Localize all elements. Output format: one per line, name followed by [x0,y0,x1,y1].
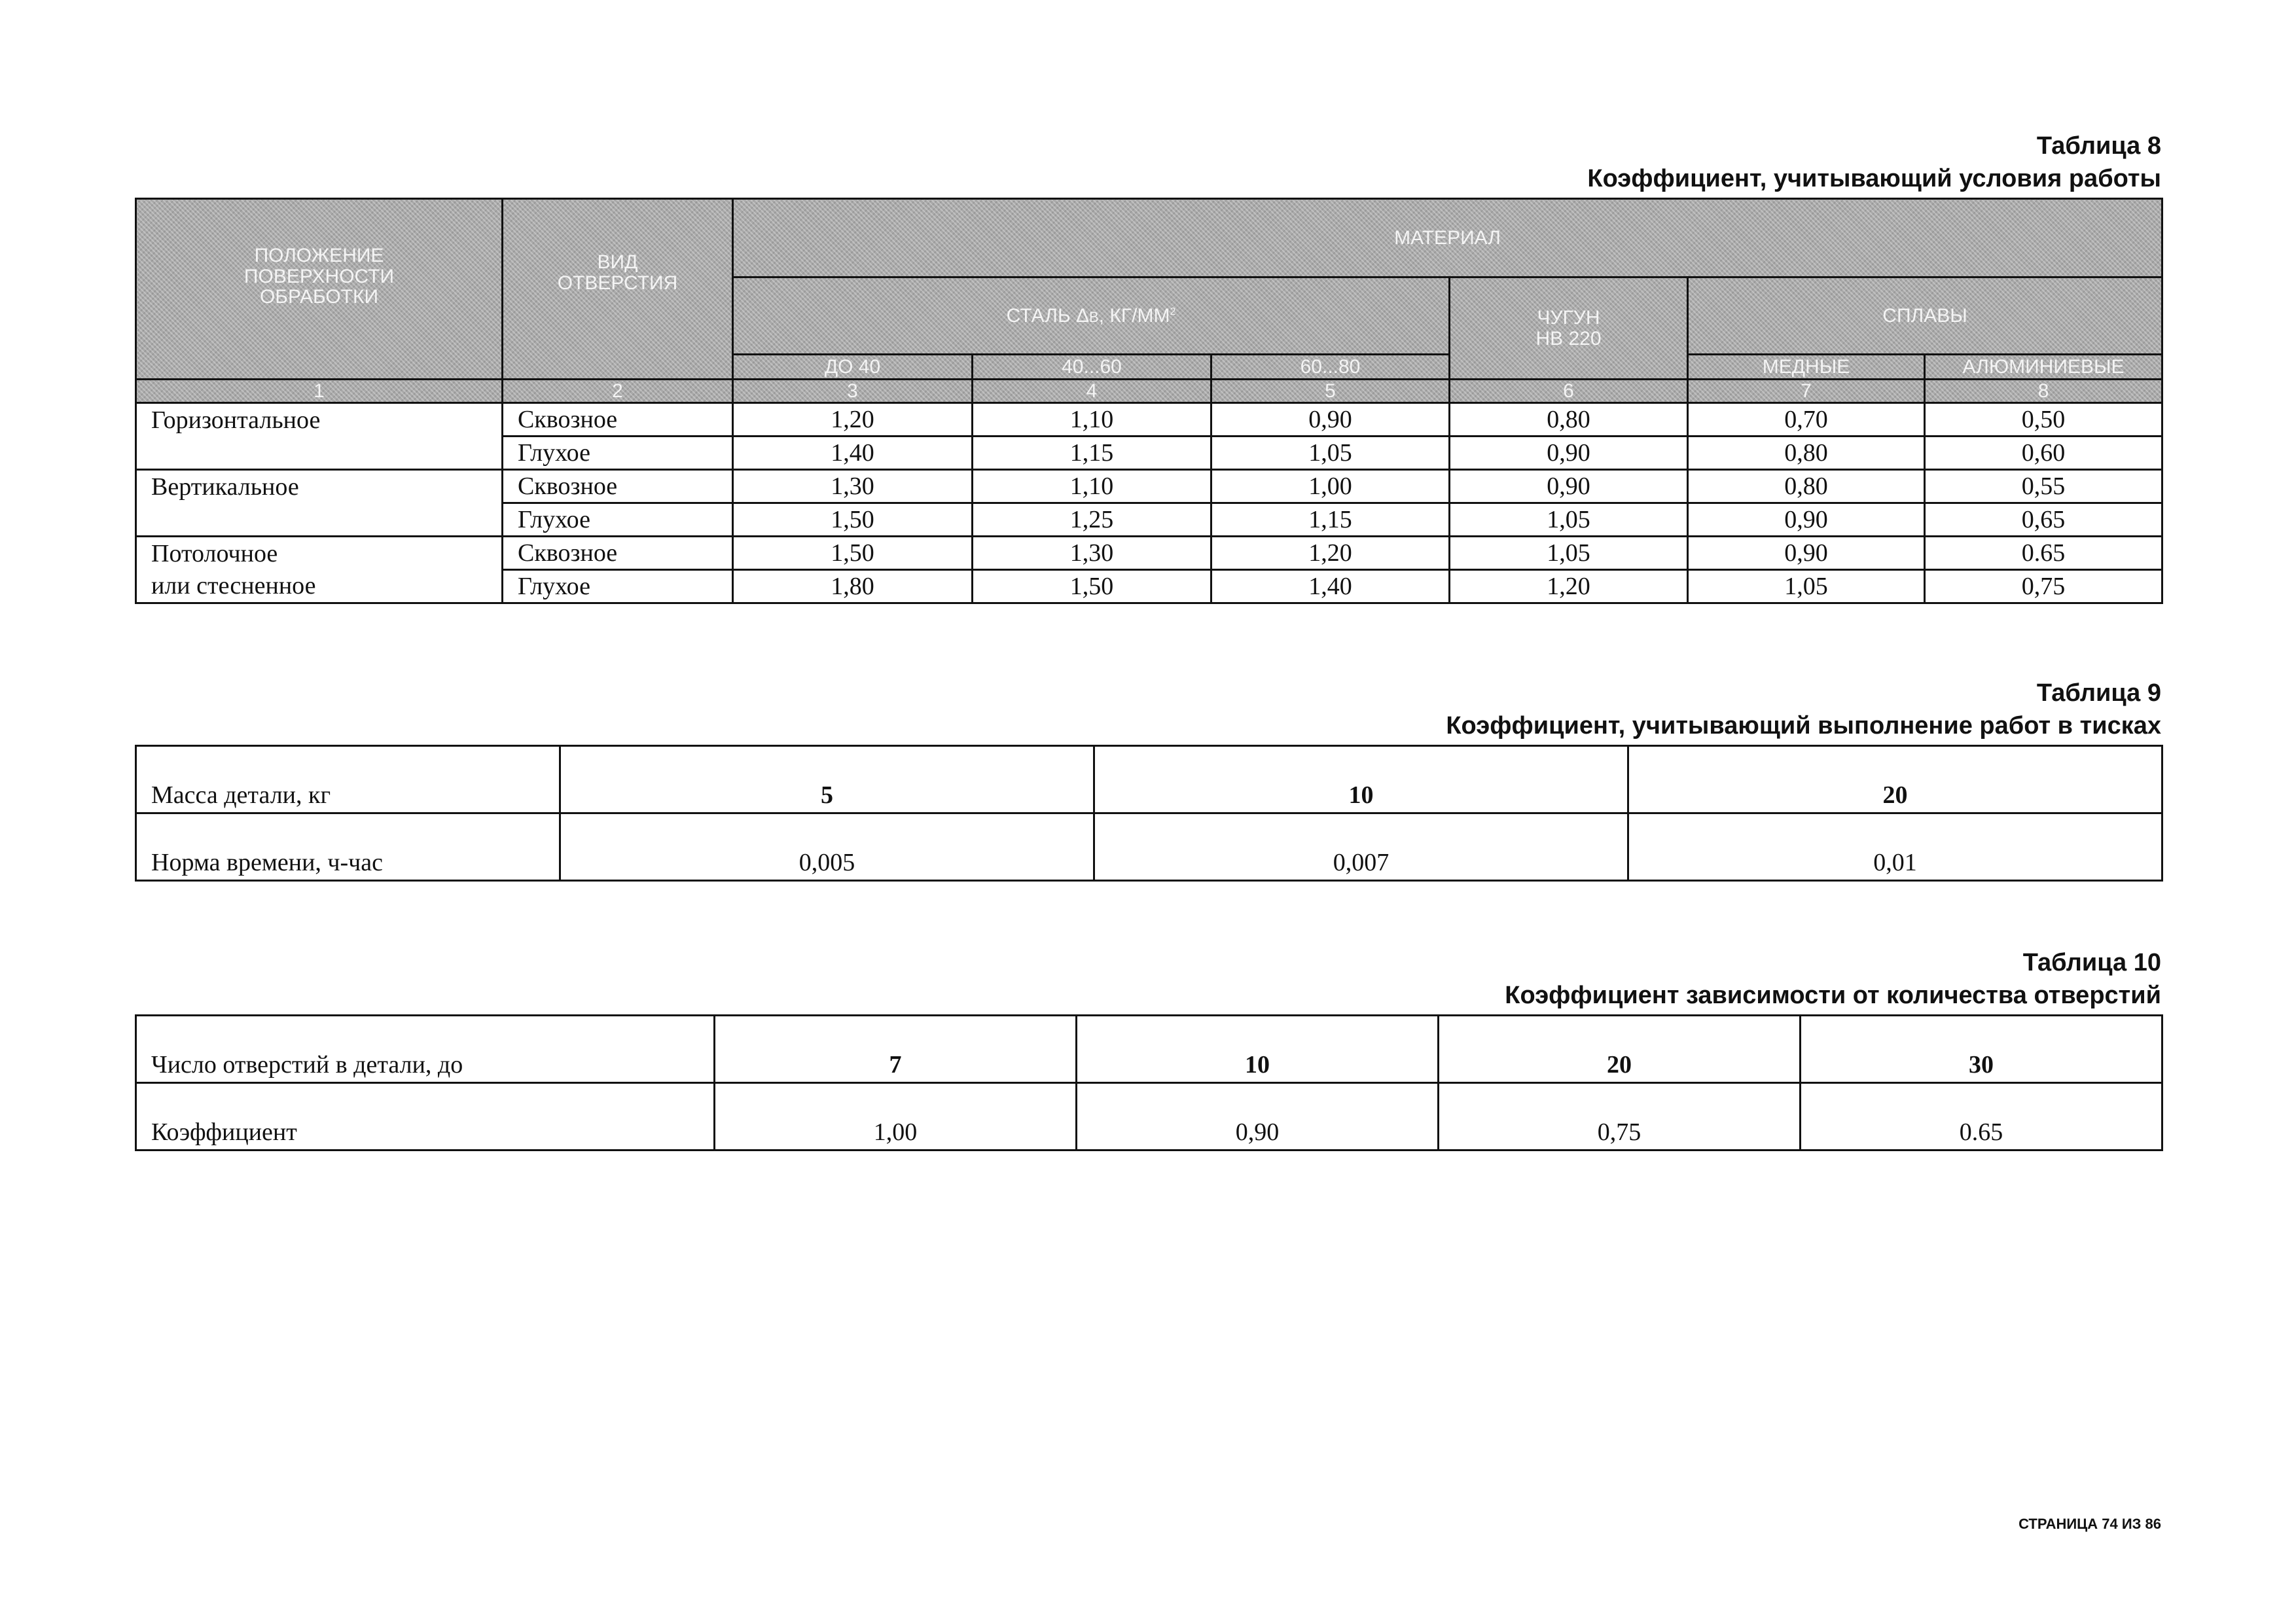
header-steel-range-3: 60...80 [1211,355,1450,380]
table9 [135,745,2163,882]
row-position: Потолочное [136,537,503,570]
table-row [136,1016,2162,1083]
cell-value: 0,80 [1450,403,1688,437]
row-hole-type: Глухое [503,570,733,603]
header-alloys: СПЛАВЫ [1688,277,2162,355]
cell-value: 0,90 [1688,503,1925,537]
cell-value: 1,20 [1450,570,1688,603]
row-hole-type: Глухое [503,503,733,537]
cell-value: 0,01 [1628,813,2162,881]
cell-value: 0,005 [560,813,1094,881]
header-hole-type: ВИД ОТВЕРСТИЯ [503,199,733,380]
column-number: 6 [1450,380,1688,403]
column-number: 3 [733,380,973,403]
table-row [136,470,2162,503]
row-position: Вертикальное [136,470,503,503]
cell-value: 0,55 [1925,470,2162,503]
cell-value: 0.65 [1801,1083,2162,1150]
row-position [136,437,503,470]
cell-value: 0,90 [1211,403,1450,437]
column-number: 5 [1211,380,1450,403]
row-hole-type: Сквозное [503,537,733,570]
header-alloy-aluminium: АЛЮМИНИЕВЫЕ [1925,355,2162,380]
table9-title: Коэффициент, учитывающий выполнение работ в тисках [1446,712,2161,740]
cell-value: 1,05 [1450,503,1688,537]
cell-value: 1,40 [1211,570,1450,603]
cell-value: 20 [1439,1016,1801,1083]
table10 [135,1014,2163,1151]
cell-value: 0,90 [1450,437,1688,470]
table-row [136,503,2162,537]
cell-value: 7 [715,1016,1077,1083]
cell-value: 1,15 [973,437,1211,470]
row-position: или стесненное [136,570,503,603]
table-row [136,813,2162,881]
cell-value: 0,70 [1688,403,1925,437]
row-label: Коэффициент [136,1083,715,1150]
cell-value: 0,75 [1439,1083,1801,1150]
cell-value: 0,60 [1925,437,2162,470]
cell-value: 1,30 [973,537,1211,570]
cell-value: 0,50 [1925,403,2162,437]
cell-value: 1,05 [1688,570,1925,603]
header-steel: СТАЛЬ ΔВ, $КГ/ММ^2$ [733,277,1450,355]
cell-value: 1,25 [973,503,1211,537]
cell-value: 0,90 [1450,470,1688,503]
table-row [136,570,2162,603]
cell-value: 1,05 [1450,537,1688,570]
cell-value: 1,50 [733,537,973,570]
cell-value: 1,30 [733,470,973,503]
cell-value: 0.65 [1925,537,2162,570]
table-row [136,1083,2162,1150]
row-label: Норма времени, ч-час [136,813,560,881]
cell-value: 1,00 [715,1083,1077,1150]
cell-value: 1,15 [1211,503,1450,537]
cell-value: 0,90 [1688,537,1925,570]
header-alloy-copper: МЕДНЫЕ [1688,355,1925,380]
cell-value: 20 [1628,746,2162,813]
page-number: СТРАНИЦА 74 ИЗ 86 [2018,1516,2161,1532]
cell-value: 0,65 [1925,503,2162,537]
header-steel-range-2: 40...60 [973,355,1211,380]
cell-value: 0,75 [1925,570,2162,603]
row-label: Масса детали, кг [136,746,560,813]
row-label: Число отверстий в детали, до [136,1016,715,1083]
cell-value: 10 [1094,746,1628,813]
table10-number: Таблица 10 [2022,949,2161,976]
cell-value: 1,10 [973,470,1211,503]
cell-value: 1,20 [733,403,973,437]
cell-value: 30 [1801,1016,2162,1083]
table-row [136,403,2162,437]
row-position [136,503,503,537]
header-position: ПОЛОЖЕНИЕ ПОВЕРХНОСТИ ОБРАБОТКИ [136,199,503,380]
row-hole-type: Сквозное [503,470,733,503]
row-hole-type: Сквозное [503,403,733,437]
cell-value: 1,10 [973,403,1211,437]
cell-value: 1,50 [973,570,1211,603]
table9-number: Таблица 9 [2036,679,2161,707]
cell-value: 1,00 [1211,470,1450,503]
row-hole-type: Глухое [503,437,733,470]
cell-value: 5 [560,746,1094,813]
row-position: Горизонтальное [136,403,503,437]
cell-value: 0,90 [1077,1083,1439,1150]
column-number: 7 [1688,380,1925,403]
header-cast-iron: ЧУГУН НВ 220 [1450,277,1688,380]
table-row [136,746,2162,813]
cell-value: 10 [1077,1016,1439,1083]
cell-value: 1,20 [1211,537,1450,570]
cell-value: 1,40 [733,437,973,470]
table8 [135,198,2163,604]
column-number: 8 [1925,380,2162,403]
cell-value: 0,80 [1688,437,1925,470]
cell-value: 0,007 [1094,813,1628,881]
table-row [136,537,2162,570]
header-steel-range-1: ДО 40 [733,355,973,380]
header-material: МАТЕРИАЛ [733,199,2162,277]
cell-value: 0,80 [1688,470,1925,503]
cell-value: 1,05 [1211,437,1450,470]
table8-title: Коэффициент, учитывающий условия работы [1587,165,2161,192]
column-number: 1 [136,380,503,403]
table8-number: Таблица 8 [2036,132,2161,160]
column-number: 4 [973,380,1211,403]
table10-title: Коэффициент зависимости от количества отверстий [1505,982,2161,1009]
cell-value: 1,50 [733,503,973,537]
cell-value: 1,80 [733,570,973,603]
table-row [136,437,2162,470]
column-number: 2 [503,380,733,403]
